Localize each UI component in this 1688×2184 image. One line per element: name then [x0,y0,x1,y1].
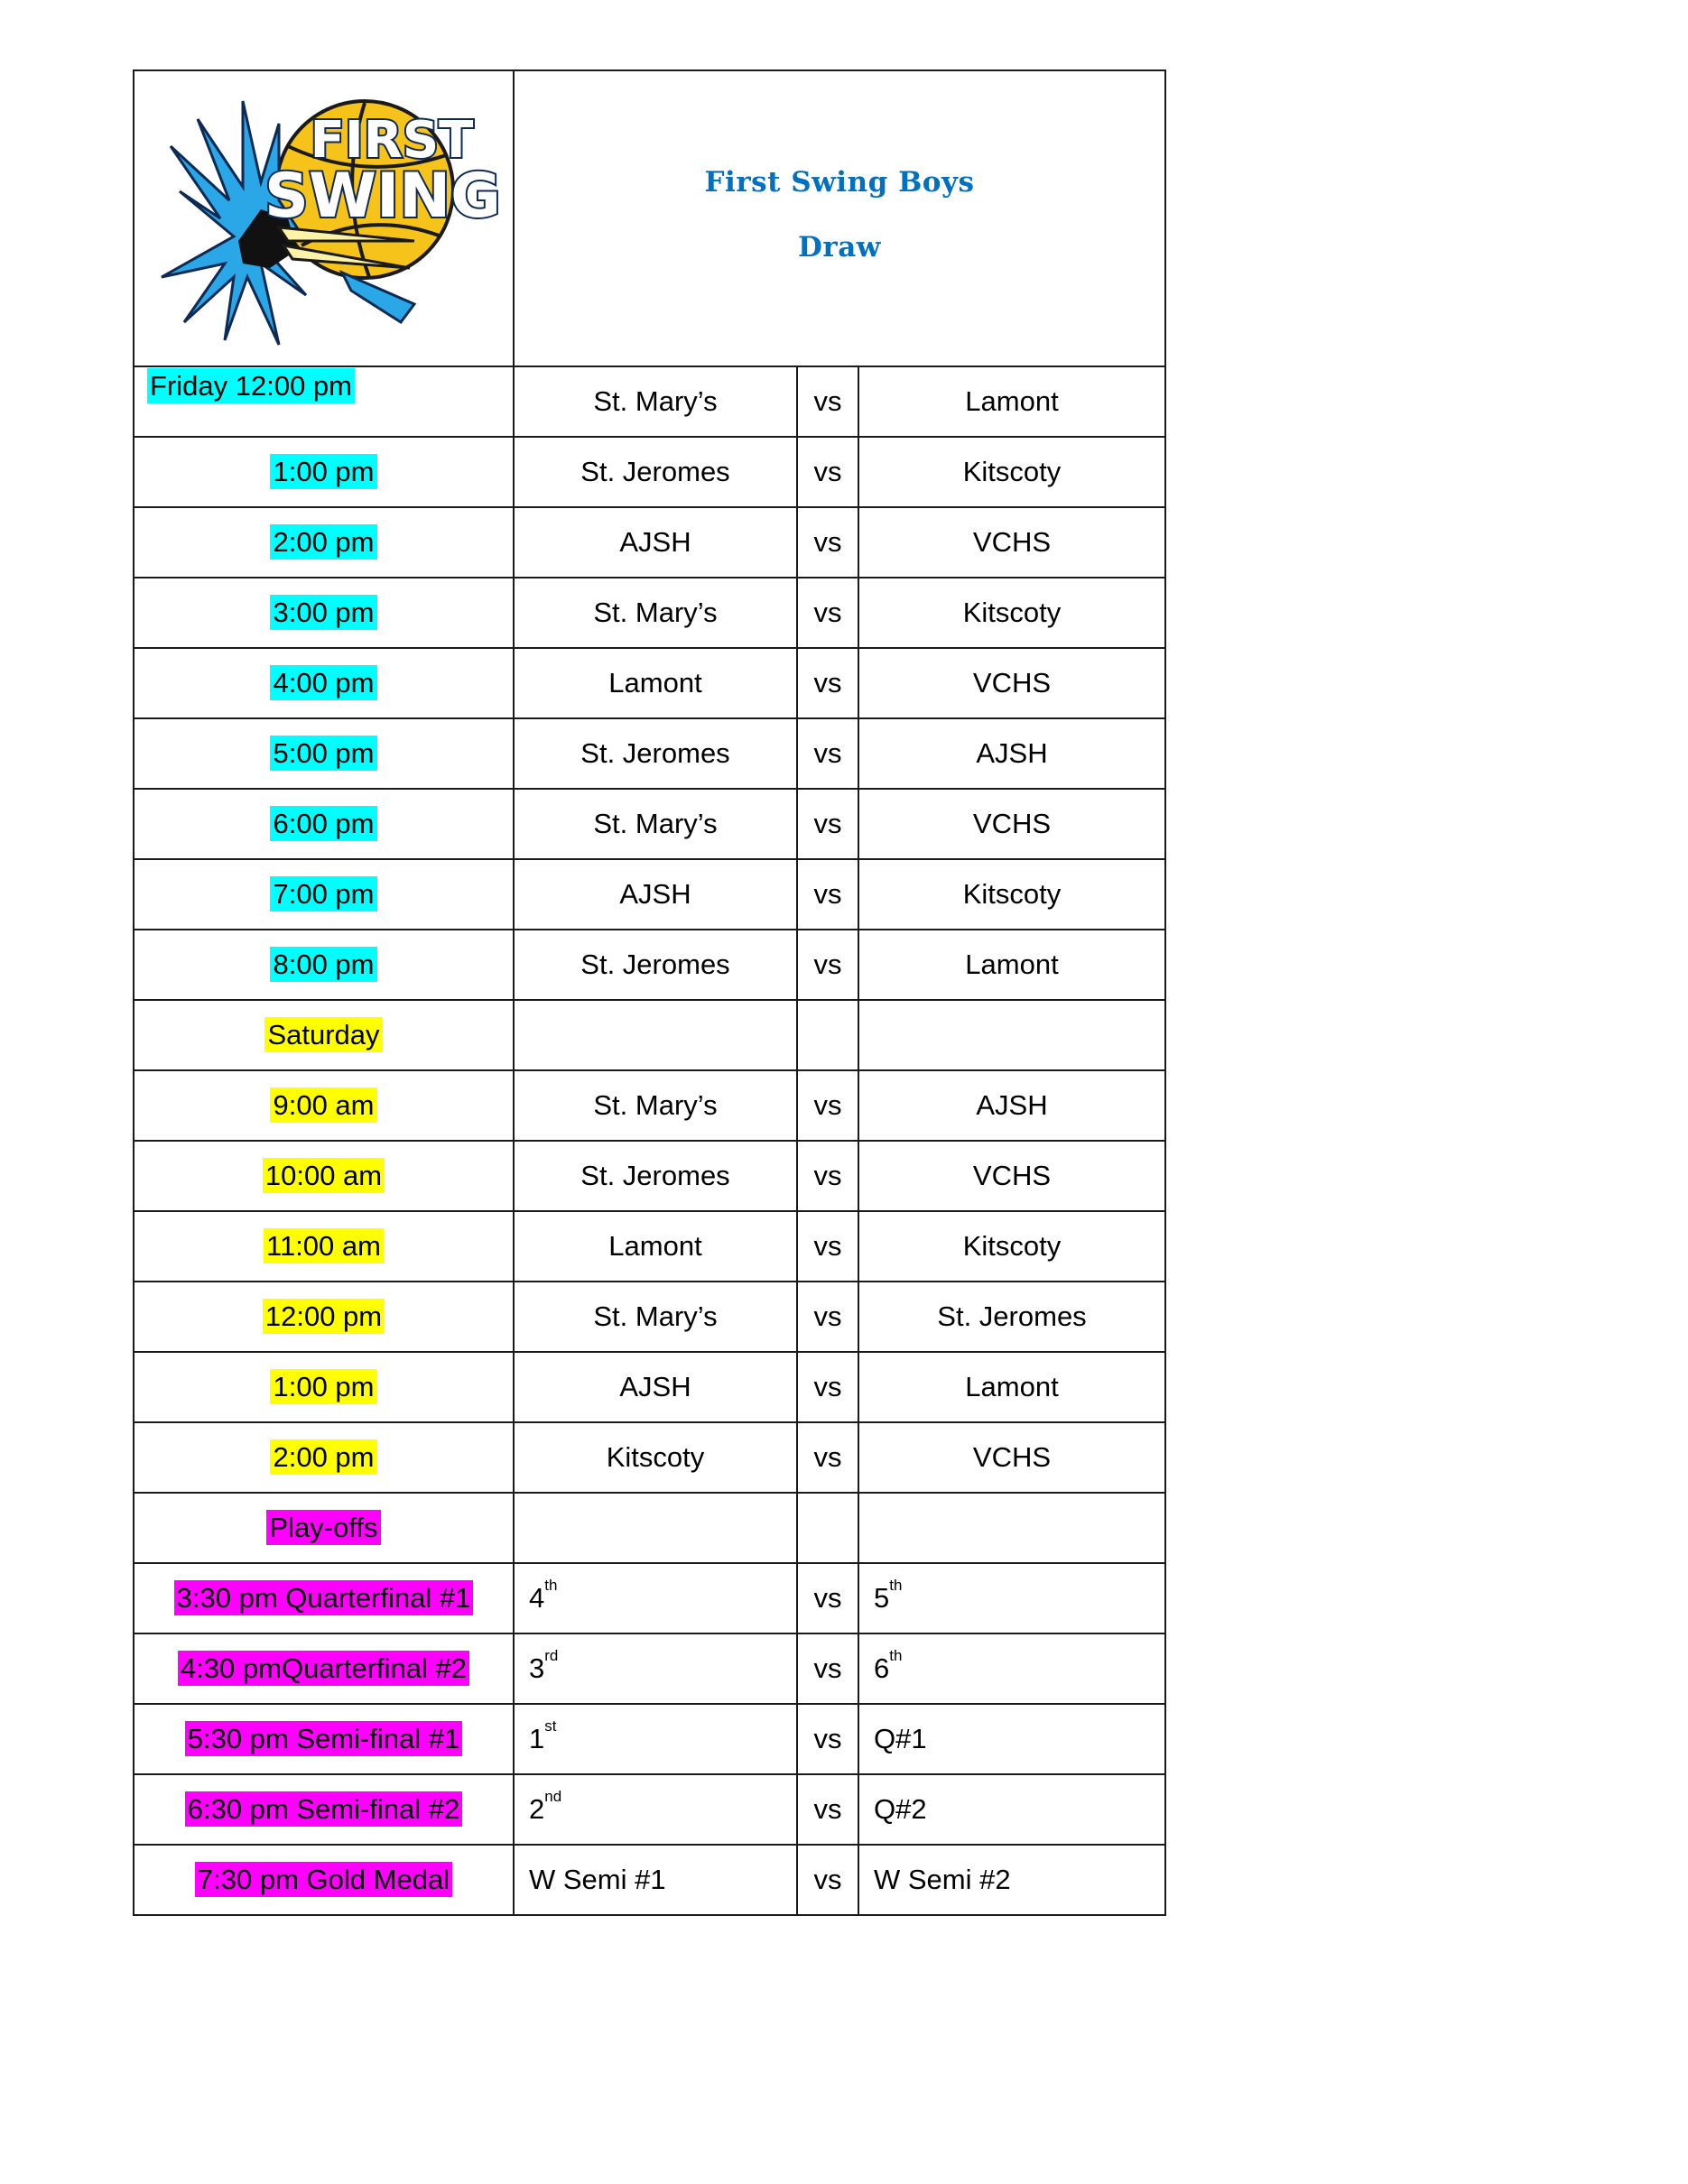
vs-label: vs [797,1141,858,1211]
header-row [134,70,1165,366]
game-time: 9:00 am [270,1087,376,1123]
game-time: 6:30 pm Semi-final #2 [185,1791,463,1827]
away-team-name: Q#2 [874,1793,927,1825]
game-time: 3:00 pm [270,595,376,630]
away-team [858,1563,1165,1633]
logo-text-swing: SWING [264,161,501,232]
home-team: AJSH [514,859,797,930]
saturday-label: Saturday [264,1017,382,1052]
time-cell [134,859,514,930]
away-team [858,1704,1165,1774]
time-cell [134,1704,514,1774]
away-team [858,1774,1165,1845]
page-title-line2: Draw [798,231,881,264]
away-team: VCHS [858,1422,1165,1493]
vs-label: vs [797,718,858,789]
game-time: 7:00 pm [270,876,376,912]
home-rank-suffix: st [544,1717,557,1735]
vs-label: vs [797,1563,858,1633]
saturday-games [134,1070,1165,1493]
table-row [134,648,1165,718]
away-team-name: 6 [874,1652,890,1684]
time-cell [134,1352,514,1422]
vs-label: vs [797,1352,858,1422]
home-team-name: 3 [529,1652,545,1684]
game-time: 6:00 pm [270,806,376,841]
game-time: 4:30 pmQuarterfinal #2 [178,1651,469,1686]
time-cell [134,1000,514,1070]
vs-label: vs [797,507,858,578]
vs-label: vs [797,1704,858,1774]
home-rank-suffix: th [544,1577,558,1594]
time-cell [134,930,514,1000]
away-team: VCHS [858,507,1165,578]
time-cell [134,648,514,718]
time-cell [134,1211,514,1282]
time-cell [134,366,514,437]
time-cell [134,1563,514,1633]
time-cell [134,789,514,859]
home-team-name: W Semi #1 [529,1864,666,1895]
page-title [514,70,1165,366]
table-row [134,930,1165,1000]
home-rank-suffix: rd [544,1647,559,1664]
game-time: 11:00 am [264,1228,384,1263]
time-cell [134,1493,514,1563]
vs-label: vs [797,1422,858,1493]
away-team: Lamont [858,366,1165,437]
game-time: 5:00 pm [270,736,376,771]
table-row [134,859,1165,930]
page-title-line1: First Swing Boys [704,166,975,199]
away-team: VCHS [858,648,1165,718]
playoff-games [134,1563,1165,1915]
vs-label: vs [797,366,858,437]
time-cell [134,1422,514,1493]
away-team [858,1845,1165,1915]
table-row [134,1422,1165,1493]
vs-label: vs [797,648,858,718]
time-cell [134,1141,514,1211]
table-row [134,1070,1165,1141]
away-team-name: W Semi #2 [874,1864,1011,1895]
table-row [134,1493,1165,1563]
home-team [514,1633,797,1704]
away-rank-suffix: th [889,1647,903,1664]
table-row [134,1633,1165,1704]
first-swing-logo [144,83,505,354]
home-team-name: 2 [529,1793,545,1825]
vs-label: vs [797,1282,858,1352]
away-team: St. Jeromes [858,1282,1165,1352]
home-team: St. Mary’s [514,578,797,648]
vs-label: vs [797,1211,858,1282]
table-row [134,718,1165,789]
away-team-name: Q#1 [874,1723,927,1754]
away-team: VCHS [858,1141,1165,1211]
vs-label: vs [797,578,858,648]
home-team-name: 1 [529,1723,545,1754]
away-team: Kitscoty [858,859,1165,930]
home-team: St. Jeromes [514,1141,797,1211]
empty-cell [858,1493,1165,1563]
away-team: Kitscoty [858,1211,1165,1282]
table-row [134,1352,1165,1422]
table-row [134,1000,1165,1070]
home-team: Lamont [514,648,797,718]
vs-label: vs [797,789,858,859]
table-row [134,1563,1165,1633]
home-team [514,1563,797,1633]
table-row [134,1282,1165,1352]
game-time: 3:30 pm Quarterfinal #1 [174,1580,474,1615]
empty-cell [514,1493,797,1563]
home-team: St. Mary’s [514,1282,797,1352]
logo-cell [134,70,514,366]
table-row [134,578,1165,648]
game-time: 10:00 am [263,1158,385,1193]
time-cell [134,507,514,578]
empty-cell [797,1000,858,1070]
time-cell [134,718,514,789]
away-team: AJSH [858,718,1165,789]
away-team: AJSH [858,1070,1165,1141]
home-rank-suffix: nd [544,1788,562,1805]
away-team: Kitscoty [858,437,1165,507]
game-time: 2:00 pm [270,1439,376,1475]
time-cell [134,437,514,507]
table-row [134,437,1165,507]
vs-label: vs [797,437,858,507]
home-team: Kitscoty [514,1422,797,1493]
playoffs-label: Play-offs [266,1510,380,1545]
home-team: St. Jeromes [514,930,797,1000]
draw-table [133,69,1166,1916]
game-time: 5:30 pm Semi-final #1 [185,1721,463,1756]
vs-label: vs [797,1633,858,1704]
away-rank-suffix: th [889,1577,903,1594]
away-team: Lamont [858,1352,1165,1422]
table-row [134,1704,1165,1774]
time-cell [134,1774,514,1845]
game-time: 2:00 pm [270,524,376,560]
home-team: AJSH [514,1352,797,1422]
table-row [134,1845,1165,1915]
home-team: St. Mary’s [514,789,797,859]
game-time: 1:00 pm [270,1369,376,1404]
time-cell [134,1845,514,1915]
away-team-name: 5 [874,1582,890,1614]
home-team: St. Jeromes [514,437,797,507]
time-cell [134,1633,514,1704]
table-row [134,1141,1165,1211]
home-team: St. Mary’s [514,366,797,437]
time-cell [134,1282,514,1352]
away-team: Kitscoty [858,578,1165,648]
table-row [134,1211,1165,1282]
table-row [134,789,1165,859]
game-time: 7:30 pm Gold Medal [195,1862,452,1897]
away-team: VCHS [858,789,1165,859]
vs-label: vs [797,1070,858,1141]
home-team: Lamont [514,1211,797,1282]
away-team: Lamont [858,930,1165,1000]
vs-label: vs [797,859,858,930]
empty-cell [858,1000,1165,1070]
home-team [514,1704,797,1774]
game-time: 4:00 pm [270,665,376,700]
table-row [134,366,1165,437]
empty-cell [514,1000,797,1070]
game-time: 8:00 pm [270,947,376,982]
home-team [514,1774,797,1845]
vs-label: vs [797,1774,858,1845]
friday-label: Friday 12:00 pm [147,368,355,403]
table-row [134,507,1165,578]
home-team-name: 4 [529,1582,545,1614]
time-cell [134,578,514,648]
vs-label: vs [797,1845,858,1915]
away-team [858,1633,1165,1704]
draw-sheet [133,69,1164,1916]
home-team [514,1845,797,1915]
time-cell [134,1070,514,1141]
empty-cell [797,1493,858,1563]
home-team: St. Mary’s [514,1070,797,1141]
logo-text-first: FIRST [310,111,473,170]
game-time: 1:00 pm [270,454,376,489]
friday-games [134,437,1165,1000]
vs-label: vs [797,930,858,1000]
home-team: AJSH [514,507,797,578]
home-team: St. Jeromes [514,718,797,789]
game-time: 12:00 pm [263,1299,385,1334]
table-row [134,1774,1165,1845]
